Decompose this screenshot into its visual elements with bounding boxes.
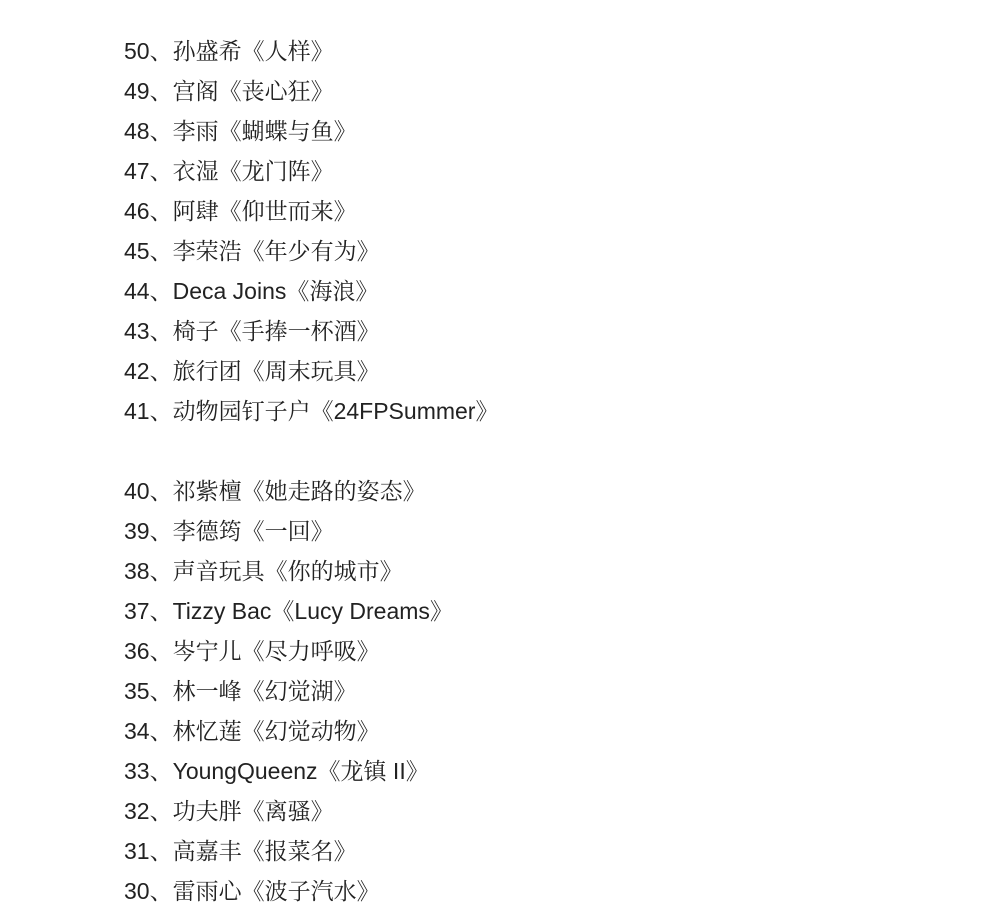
list-item: 41、动物园钉子户《24FPSummer》	[124, 398, 499, 424]
list-item: 35、林一峰《幻觉湖》	[124, 678, 357, 704]
list-item: 33、YoungQueenz《龙镇 II》	[124, 758, 429, 784]
song-ranking-list	[124, 31, 498, 911]
list-item: 38、声音玩具《你的城市》	[124, 558, 403, 584]
list-item: 42、旅行团《周末玩具》	[124, 358, 380, 384]
list-item: 34、林忆莲《幻觉动物》	[124, 718, 380, 744]
list-item: 46、阿肆《仰世而来》	[124, 198, 357, 224]
list-item: 44、Deca Joins《海浪》	[124, 278, 379, 304]
list-item: 47、衣湿《龙门阵》	[124, 158, 334, 184]
list-item: 48、李雨《蝴蝶与鱼》	[124, 118, 357, 144]
list-item: 37、Tizzy Bac《Lucy Dreams》	[124, 598, 453, 624]
group-divider	[124, 431, 498, 471]
list-item: 30、雷雨心《波子汽水》	[124, 878, 380, 904]
list-item: 40、祁紫檀《她走路的姿态》	[124, 478, 426, 504]
list-item: 43、椅子《手捧一杯酒》	[124, 318, 380, 344]
list-item: 32、功夫胖《离骚》	[124, 798, 334, 824]
list-item: 50、孙盛希《人样》	[124, 38, 334, 64]
list-item: 36、岑宁儿《尽力呼吸》	[124, 638, 380, 664]
list-item: 45、李荣浩《年少有为》	[124, 238, 380, 264]
list-item: 49、宫阁《丧心狂》	[124, 78, 334, 104]
list-item: 31、高嘉丰《报菜名》	[124, 838, 357, 864]
list-item: 39、李德筠《一回》	[124, 518, 334, 544]
